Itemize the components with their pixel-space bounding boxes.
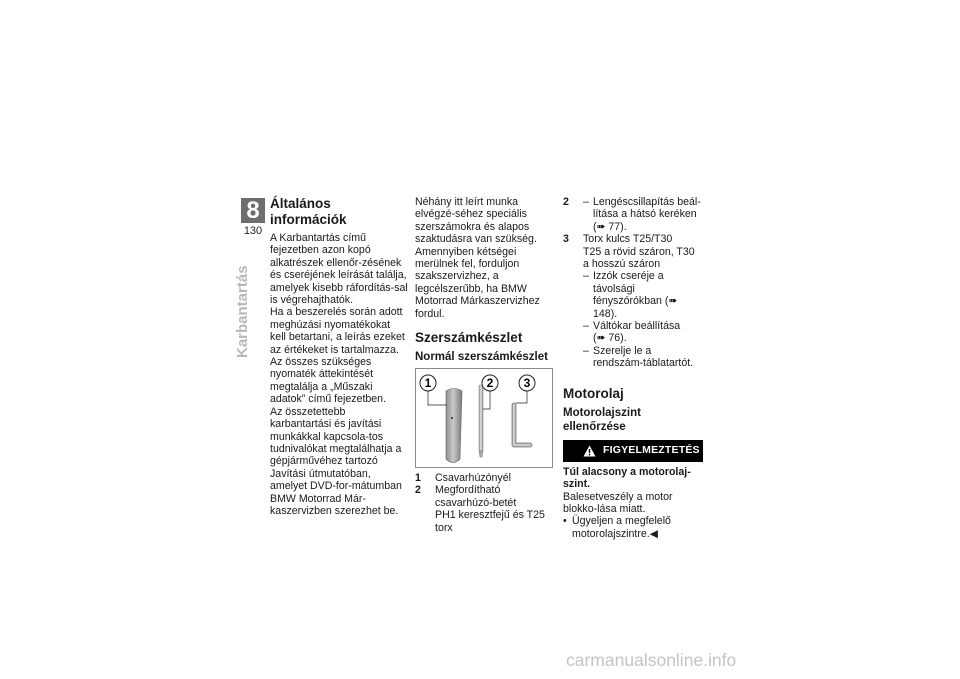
general-info-title: Általános információk — [270, 196, 347, 227]
usage-dash-item — [563, 345, 703, 370]
dash-mark: – — [583, 270, 589, 283]
usage-dash-item: – Váltókar beállítása (➠ 76). — [583, 320, 681, 345]
usage-text: Lengéscsillapítás beál-lítása a hátsó keréken — [593, 196, 701, 221]
engine-oil-subtitle: Motorolajszint ellenőrzése — [563, 406, 641, 433]
warning-heading: Túl alacsony a motorolaj-szint. — [563, 465, 691, 491]
warning-label: FIGYELMEZTETÉS — [603, 444, 700, 457]
screwdriver-bit-shape — [479, 385, 483, 451]
general-info-paragraph-2: Ha a beszerelés során adott meghúzási nyomatékokat kell betartani, a leírás ezeket az értékeket is tartalmazza. Az összes szükséges nyomaték áttekintését megtalálja a „Műszaki adatok” című fejezetben. — [270, 306, 405, 406]
section-side-label: Karbantartás — [234, 265, 251, 358]
dash-mark: – — [583, 320, 589, 333]
column-toolkit — [415, 196, 553, 534]
toolkit-section-title: Szerszámkészlet — [415, 330, 523, 346]
tool-item-2-usage — [563, 196, 703, 233]
usage-dash-item: – Izzók cseréje a távolsági fényszórókban (➠ 148). — [583, 270, 678, 320]
tool-item-text: Csavarhúzónyél — [435, 472, 511, 485]
tool-item-3 — [563, 233, 703, 245]
warning-bullet-text: Ügyeljen a megfelelő motorolajszintre. — [572, 515, 671, 540]
usage-text: Váltókar beállítása — [593, 320, 681, 333]
figure-label-2: 2 — [486, 376, 494, 391]
usage-text: Szerelje le a rendszám-táblatartót. — [593, 344, 694, 370]
screwdriver-handle-shape — [446, 389, 462, 463]
warning-bullet — [563, 515, 703, 540]
toolkit-subtitle: Normál szerszámkészlet — [415, 351, 548, 364]
tool-item-number: 1 — [415, 472, 421, 485]
page-ref: 148 — [593, 307, 611, 320]
page-ref: 76 — [608, 332, 621, 345]
toolkit-figure — [415, 368, 553, 468]
warning-banner — [563, 440, 703, 462]
end-marker-icon: ◀ — [649, 527, 658, 540]
column-general-info — [270, 196, 408, 517]
warning-text: Balesetveszély a motor blokko-lása miatt. — [563, 490, 673, 515]
watermark: carmanualsonline.info — [566, 650, 737, 670]
tool-item-text: Torx kulcs T25/T30 — [583, 233, 673, 246]
engine-oil-title: Motorolaj — [563, 385, 624, 401]
tool-item-1 — [415, 472, 553, 484]
tool-item-text: Megfordítható csavarhúzó-betét — [435, 484, 517, 509]
figure-label-3: 3 — [523, 376, 531, 391]
bullet-mark: • — [563, 515, 567, 528]
tool-item-number: 3 — [563, 233, 569, 246]
figure-label-1: 1 — [424, 376, 432, 391]
chapter-number: 8 — [241, 198, 265, 223]
usage-dash-item: – Lengéscsillapítás beál-lítása a hátsó keréken (➠ 77). — [583, 196, 701, 233]
toolkit-intro: Néhány itt leírt munka elvégzé-séhez speciális szerszámokra és alapos szaktudásra van szükség. Amennyiben kétségei merülnek fel, forduljon szakszervizhez, a legcélszerűbb, ha BMW Motorrad Márkaszervizhez fordul. — [415, 196, 540, 320]
dash-mark: – — [583, 196, 589, 208]
tool-item-3-detail: T25 a rövid száron, T30 a hosszú száron — [583, 245, 695, 271]
torx-key-shape — [514, 405, 530, 445]
general-info-paragraph-3: Az összetettebb karbantartási és javítási munkákkal kapcsola-tos tudnivalókat megtalálhatja a gépjárművéhez tartozó Javítási útmutatóban, amelyet DVD-for-mátumban BMW Motorrad Már-kaszervizben szerezhet be. — [270, 405, 402, 517]
usage-text: Izzók cseréje a távolsági fényszórókban — [593, 270, 664, 308]
tool-item-2-detail: PH1 keresztfejű és T25 torx — [435, 509, 545, 534]
page-number: 130 — [243, 225, 263, 237]
column-engine-oil — [563, 196, 703, 540]
general-info-paragraph-1: A Karbantartás című fejezetben azon kopó alkatrészek ellenőr-zésének és cseréjének leírását találja, amelyek kisebb ráfordítás-sal is végrehajthatók. — [270, 232, 408, 307]
toolkit-illustration — [416, 369, 552, 467]
page-ref-arrow-icon: ➠ — [596, 332, 606, 345]
page-ref: 77 — [608, 220, 621, 233]
tool-item-number: 2 — [563, 196, 569, 208]
page-ref-arrow-icon: ➠ — [668, 295, 678, 308]
tool-item-number: 2 — [415, 484, 421, 497]
tool-item-2 — [415, 484, 553, 509]
dash-mark: – — [583, 344, 589, 357]
page-ref-arrow-icon: ➠ — [596, 220, 606, 233]
warning-triangle-icon — [583, 445, 596, 457]
